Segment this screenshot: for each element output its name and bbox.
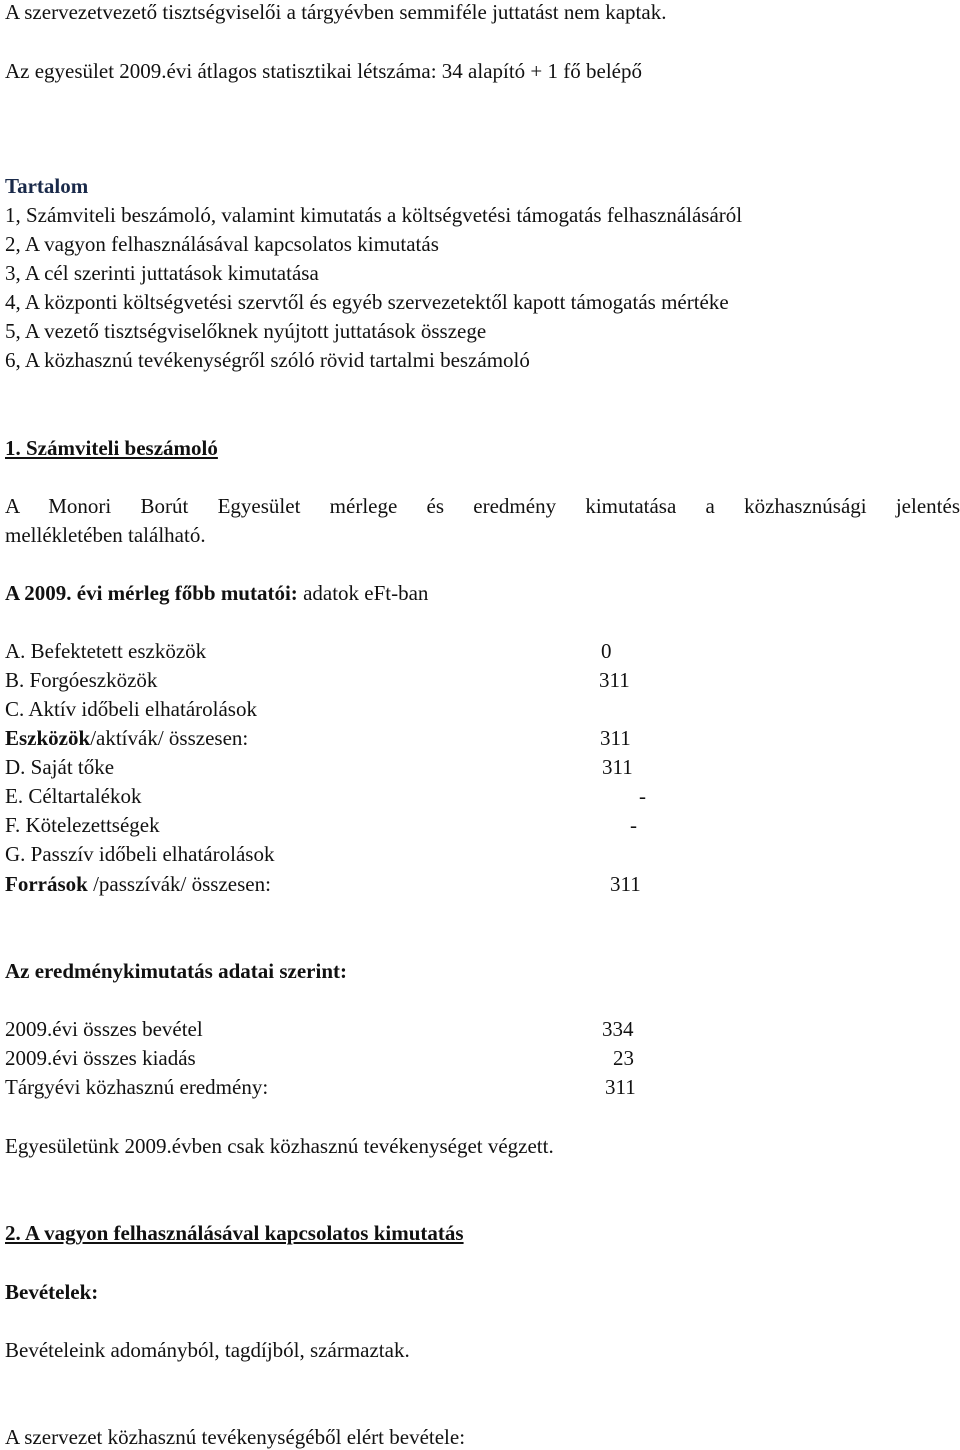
balance-row-label: C. Aktív időbeli elhatárolások xyxy=(5,697,257,721)
intro-line-officers: A szervezetvezető tisztségviselői a tárgyévben semmiféle juttatást nem kaptak. xyxy=(5,0,667,24)
balance-title-unit: adatok eFt-ban xyxy=(297,581,429,605)
balance-row-equity xyxy=(5,755,705,779)
balance-row-value: 0 xyxy=(601,639,612,663)
balance-row-label: E. Céltartalékok xyxy=(5,784,142,808)
balance-row-label xyxy=(5,872,271,896)
balance-row-passive-accruals xyxy=(5,842,705,866)
balance-row-label: D. Saját tőke xyxy=(5,755,115,779)
balance-row-value: - xyxy=(639,784,646,808)
toc-title: Tartalom xyxy=(5,174,89,198)
revenue-label: Bevételek: xyxy=(5,1280,99,1304)
section-2-heading: 2. A vagyon felhasználásával kapcsolatos kimutatás xyxy=(5,1221,464,1245)
toc-item-4: 4, A központi költségvetési szervtől és egyéb szervezetektől kapott támogatás mértéke xyxy=(5,290,729,314)
balance-row-value: 311 xyxy=(610,872,641,896)
balance-row-liabilities xyxy=(5,813,705,837)
toc-item-1: 1, Számviteli beszámoló, valamint kimutatás a költségvetési támogatás felhasználásáról xyxy=(5,203,743,227)
income-row-label: 2009.évi összes kiadás xyxy=(5,1046,196,1070)
balance-row-fixed-assets xyxy=(5,639,705,663)
balance-row-total-assets xyxy=(5,726,705,750)
intro-line-headcount: Az egyesület 2009.évi átlagos statisztikai létszáma: 34 alapító + 1 fő belépő xyxy=(5,59,642,83)
balance-row-value: 311 xyxy=(602,755,633,779)
public-revenue-line: A szervezet közhasznú tevékenységéből elért bevétele: xyxy=(5,1425,466,1449)
balance-row-label: F. Kötelezettségek xyxy=(5,813,160,837)
toc-item-6: 6, A közhasznú tevékenységről szóló rövid tartalmi beszámoló xyxy=(5,348,530,372)
income-row-label: 2009.évi összes bevétel xyxy=(5,1017,203,1041)
income-row-value: 23 xyxy=(613,1046,634,1070)
balance-row-provisions xyxy=(5,784,705,808)
balance-row-value: 311 xyxy=(600,726,631,750)
balance-title-year: A 2009. xyxy=(5,581,72,605)
revenue-text: Bevételeink adományból, tagdíjból, származtak. xyxy=(5,1338,410,1362)
income-title: Az eredménykimutatás adatai szerint: xyxy=(5,959,347,983)
balance-row-label: G. Passzív időbeli elhatárolások xyxy=(5,842,275,866)
toc-item-2: 2, A vagyon felhasználásával kapcsolatos kimutatás xyxy=(5,232,439,256)
balance-row-current-assets xyxy=(5,668,705,692)
section-1-paragraph-line-1: A Monori Borút Egyesület mérlege és eredmény kimutatása a közhasznúsági jelentés xyxy=(5,494,960,518)
section-1-closing: Egyesületünk 2009.évben csak közhasznú tevékenységet végzett. xyxy=(5,1134,554,1158)
toc-item-5: 5, A vezető tisztségviselőknek nyújtott juttatások összege xyxy=(5,319,487,343)
income-row-value: 334 xyxy=(602,1017,634,1041)
income-row-value: 311 xyxy=(605,1075,636,1099)
balance-row-label: A. Befektetett eszközök xyxy=(5,639,207,663)
income-row-result xyxy=(5,1075,705,1099)
balance-row-value: - xyxy=(630,813,637,837)
balance-title xyxy=(5,581,428,605)
balance-row-value: 311 xyxy=(599,668,630,692)
toc-item-3: 3, A cél szerinti juttatások kimutatása xyxy=(5,261,319,285)
balance-row-active-accruals xyxy=(5,697,705,721)
balance-row-label-rest: /aktívák/ összesen: xyxy=(90,726,249,750)
section-1-heading: 1. Számviteli beszámoló xyxy=(5,436,218,460)
income-row-expenses xyxy=(5,1046,705,1070)
balance-title-bold: évi mérleg főbb mutatói: xyxy=(71,581,298,605)
balance-row-label-bold: Források xyxy=(5,872,88,896)
balance-row-label xyxy=(5,726,248,750)
income-row-revenue xyxy=(5,1017,705,1041)
balance-row-label: B. Forgóeszközök xyxy=(5,668,158,692)
income-row-label: Tárgyévi közhasznú eredmény: xyxy=(5,1075,269,1099)
balance-row-label-bold: Eszközök xyxy=(5,726,91,750)
balance-row-label-rest: /passzívák/ összesen: xyxy=(87,872,271,896)
section-1-paragraph-line-2: mellékletében található. xyxy=(5,523,206,547)
balance-row-total-liabilities xyxy=(5,872,705,896)
